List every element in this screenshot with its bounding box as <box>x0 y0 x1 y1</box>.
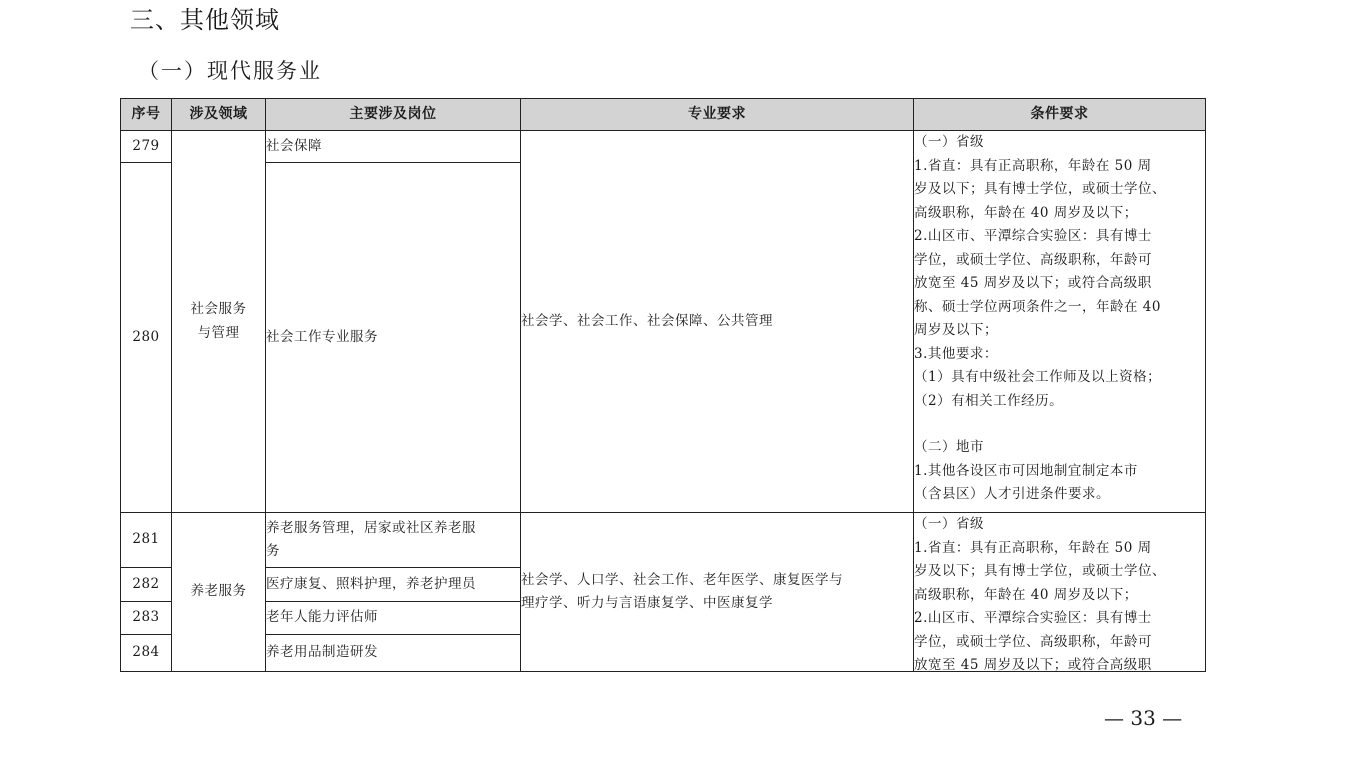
condition-line: 称、硕士学位两项条件之一，年龄在 40 <box>914 298 1161 315</box>
major-line: 社会学、人口学、社会工作、老年医学、康复医学与 <box>521 571 843 588</box>
major-cell <box>521 513 914 672</box>
condition-spacer <box>914 413 1205 436</box>
seq-cell: 283 <box>121 601 172 634</box>
section-title: 三、其他领域 <box>130 6 280 34</box>
condition-line: 1.省直：具有正高职称，年龄在 50 周 <box>914 157 1152 174</box>
table-header-row <box>121 99 1206 131</box>
condition-line: （2）有相关工作经历。 <box>914 392 1064 409</box>
seq-cell: 284 <box>121 634 172 671</box>
condition-line: 岁及以下；具有博士学位，或硕士学位、 <box>914 563 1166 579</box>
condition-line: （1）具有中级社会工作师及以上资格； <box>914 369 1162 385</box>
position-cell: 社会工作专业服务 <box>266 163 521 513</box>
condition-line: 2.山区市、平潭综合实验区：具有博士 <box>914 228 1152 244</box>
position-cell: 老年人能力评估师 <box>266 601 521 634</box>
header-conditions: 条件要求 <box>914 99 1206 131</box>
position-line: 养老服务管理，居家或社区养老服 <box>266 519 476 536</box>
condition-line: 3.其他要求： <box>914 345 998 362</box>
header-seq: 序号 <box>121 99 172 131</box>
condition-line: 学位，或硕士学位、高级职称，年龄可 <box>914 633 1152 650</box>
conditions-cell <box>914 513 1206 672</box>
condition-line: （含县区）人才引进条件要求。 <box>914 486 1110 503</box>
page-number: — 33 — <box>1104 706 1183 730</box>
major-line: 理疗学、听力与言语康复学、中医康复学 <box>521 595 773 611</box>
condition-line: 放宽至 45 周岁及以下；或符合高级职 <box>914 275 1152 291</box>
conditions-clip <box>914 513 1205 671</box>
header-major: 专业要求 <box>521 99 914 131</box>
position-cell: 养老用品制造研发 <box>266 634 521 671</box>
position-cell <box>266 513 521 568</box>
header-positions: 主要涉及岗位 <box>266 99 521 131</box>
talent-requirements-table <box>120 98 1206 672</box>
condition-line: 学位，或硕士学位、高级职称，年龄可 <box>914 251 1152 268</box>
position-cell: 医疗康复、照料护理，养老护理员 <box>266 568 521 601</box>
field-line: 社会服务 <box>190 301 247 317</box>
condition-line: 高级职称，年龄在 40 周岁及以下； <box>914 586 1138 603</box>
condition-line: 岁及以下；具有博士学位，或硕士学位、 <box>914 181 1166 197</box>
condition-line: （一）省级 <box>914 134 984 150</box>
seq-cell: 282 <box>121 568 172 601</box>
seq-cell: 279 <box>121 131 172 163</box>
subsection-title: （一）现代服务业 <box>138 59 322 83</box>
major-cell: 社会学、社会工作、社会保障、公共管理 <box>521 131 914 513</box>
position-line: 务 <box>266 543 280 560</box>
condition-line: 1.其他各设区市可因地制宜制定本市 <box>914 462 1138 479</box>
condition-line: 1.省直：具有正高职称，年龄在 50 周 <box>914 539 1152 556</box>
condition-line: 周岁及以下； <box>914 322 998 338</box>
seq-cell: 281 <box>121 513 172 568</box>
table-row <box>121 131 1206 163</box>
seq-cell: 280 <box>121 163 172 513</box>
conditions-cell <box>914 131 1206 513</box>
header-field: 涉及领域 <box>172 99 266 131</box>
field-cell: 养老服务 <box>172 513 266 672</box>
condition-line: 放宽至 45 周岁及以下；或符合高级职 <box>914 657 1152 671</box>
condition-line: 2.山区市、平潭综合实验区：具有博士 <box>914 610 1152 626</box>
table-row <box>121 513 1206 568</box>
condition-line: 高级职称，年龄在 40 周岁及以下； <box>914 204 1138 221</box>
field-line: 与管理 <box>197 324 240 341</box>
position-cell: 社会保障 <box>266 131 521 163</box>
field-cell <box>172 131 266 513</box>
condition-line: （二）地市 <box>914 439 984 456</box>
condition-line: （一）省级 <box>914 516 984 532</box>
